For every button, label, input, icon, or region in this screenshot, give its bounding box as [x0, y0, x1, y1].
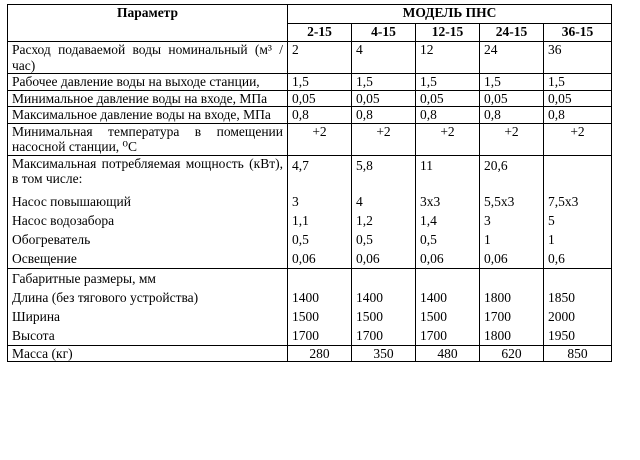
model-name: 24-15: [480, 24, 544, 42]
dimensions-labels: [8, 268, 288, 345]
power-values-col: [480, 155, 544, 268]
specifications-table: [7, 4, 612, 362]
cell-value: 11: [420, 157, 433, 173]
sub-row-label: Ширина: [12, 308, 61, 324]
cell-value: 1500: [420, 308, 447, 324]
cell-value: 1400: [420, 289, 447, 305]
param-header: Параметр: [8, 5, 288, 42]
cell-value: 1,5: [352, 74, 416, 91]
dimensions-values-col: [544, 268, 612, 345]
cell-value: 2: [288, 42, 352, 74]
cell-value: 20,6: [484, 157, 508, 173]
cell-value: 0,8: [288, 107, 352, 124]
cell-value: 5,5x3: [484, 193, 515, 209]
cell-value: 3: [292, 193, 299, 209]
cell-value: 1700: [292, 327, 319, 343]
cell-value: 280: [288, 345, 352, 362]
power-section-row: [8, 155, 612, 268]
cell-value: 0,6: [548, 250, 565, 266]
row-label: Минимальная температура в помещении насосной станции, ⁰С: [8, 123, 288, 155]
cell-value: 0,06: [356, 250, 380, 266]
power-values-col: [288, 155, 352, 268]
cell-value: 0,8: [544, 107, 612, 124]
cell-value: 3: [484, 212, 491, 228]
cell-value: 0,5: [292, 231, 309, 247]
cell-value: +2: [544, 123, 612, 155]
cell-value: 0,8: [480, 107, 544, 124]
cell-value: 0,06: [420, 250, 444, 266]
power-values-col: [416, 155, 480, 268]
row-label: Расход подаваемой воды номинальный (м³ / час): [8, 42, 288, 74]
row-label: Максимальное давление воды на входе, МПа: [8, 107, 288, 124]
table-row: [8, 74, 612, 91]
model-name: 36-15: [544, 24, 612, 42]
power-label: Максимальная потребляемая мощность (кВт), в том числе:: [12, 155, 283, 186]
cell-value: 1,5: [416, 74, 480, 91]
dimensions-values-col: [480, 268, 544, 345]
cell-value: 0,05: [288, 90, 352, 107]
cell-value: 1500: [292, 308, 319, 324]
cell-value: 0,05: [544, 90, 612, 107]
sub-row-label: Насос повышающий: [12, 193, 131, 209]
power-values-col: [352, 155, 416, 268]
cell-value: 1700: [484, 308, 511, 324]
power-values-col: [544, 155, 612, 268]
cell-value: 850: [544, 345, 612, 362]
cell-value: 1400: [292, 289, 319, 305]
mass-row: [8, 345, 612, 362]
cell-value: 36: [544, 42, 612, 74]
dimensions-values-col: [288, 268, 352, 345]
cell-value: 1850: [548, 289, 575, 305]
cell-value: 0,06: [484, 250, 508, 266]
cell-value: 24: [480, 42, 544, 74]
cell-value: 1,4: [420, 212, 437, 228]
cell-value: 0,8: [416, 107, 480, 124]
cell-value: 7,5x3: [548, 193, 579, 209]
cell-value: 0,05: [480, 90, 544, 107]
cell-value: 1,5: [288, 74, 352, 91]
header-row: [8, 5, 612, 24]
spec-table-container: [7, 4, 612, 362]
dimensions-label: Габаритные размеры, мм: [12, 270, 156, 286]
cell-value: 1500: [356, 308, 383, 324]
model-header: МОДЕЛЬ ПНС: [288, 5, 612, 24]
cell-value: 1: [484, 231, 491, 247]
cell-value: 0,05: [352, 90, 416, 107]
sub-row-label: Обогреватель: [12, 231, 91, 247]
cell-value: [548, 156, 607, 192]
cell-value: 480: [416, 345, 480, 362]
model-name: 2-15: [288, 24, 352, 42]
cell-value: 1400: [356, 289, 383, 305]
sub-row-label: Освещение: [12, 250, 77, 266]
cell-value: 2000: [548, 308, 575, 324]
dimensions-section-row: [8, 268, 612, 345]
cell-value: +2: [288, 123, 352, 155]
cell-value: 1,2: [356, 212, 373, 228]
cell-value: 3x3: [420, 193, 441, 209]
cell-value: 1700: [356, 327, 383, 343]
cell-value: 0,05: [416, 90, 480, 107]
table-row: [8, 123, 612, 155]
cell-value: 1800: [484, 289, 511, 305]
cell-value: 1: [548, 231, 555, 247]
row-label: Рабочее давление воды на выходе станции,: [8, 74, 288, 91]
cell-value: 0,5: [356, 231, 373, 247]
cell-value: +2: [416, 123, 480, 155]
cell-value: 1950: [548, 327, 575, 343]
cell-value: +2: [480, 123, 544, 155]
cell-value: 4: [356, 193, 363, 209]
cell-value: 5,8: [356, 157, 373, 173]
table-row: [8, 107, 612, 124]
cell-value: 1,5: [480, 74, 544, 91]
row-label: Масса (кг): [8, 345, 288, 362]
sub-row-label: Длина (без тягового устройства): [12, 289, 199, 305]
cell-value: 1,1: [292, 212, 309, 228]
cell-value: 4,7: [292, 157, 309, 173]
cell-value: 12: [416, 42, 480, 74]
cell-value: 5: [548, 212, 555, 228]
cell-value: 4: [352, 42, 416, 74]
cell-value: 0,8: [352, 107, 416, 124]
power-labels: [8, 155, 288, 268]
model-name: 4-15: [352, 24, 416, 42]
table-row: [8, 42, 612, 74]
model-name: 12-15: [416, 24, 480, 42]
cell-value: 620: [480, 345, 544, 362]
cell-value: 1700: [420, 327, 447, 343]
cell-value: 1,5: [544, 74, 612, 91]
cell-value: 0,06: [292, 250, 316, 266]
cell-value: 0,5: [420, 231, 437, 247]
cell-value: +2: [352, 123, 416, 155]
sub-row-label: Высота: [12, 327, 55, 343]
cell-value: 1800: [484, 327, 511, 343]
row-label: Минимальное давление воды на входе, МПа: [8, 90, 288, 107]
dimensions-values-col: [352, 268, 416, 345]
dimensions-values-col: [416, 268, 480, 345]
sub-row-label: Насос водозабора: [12, 212, 115, 228]
table-row: [8, 90, 612, 107]
cell-value: 350: [352, 345, 416, 362]
